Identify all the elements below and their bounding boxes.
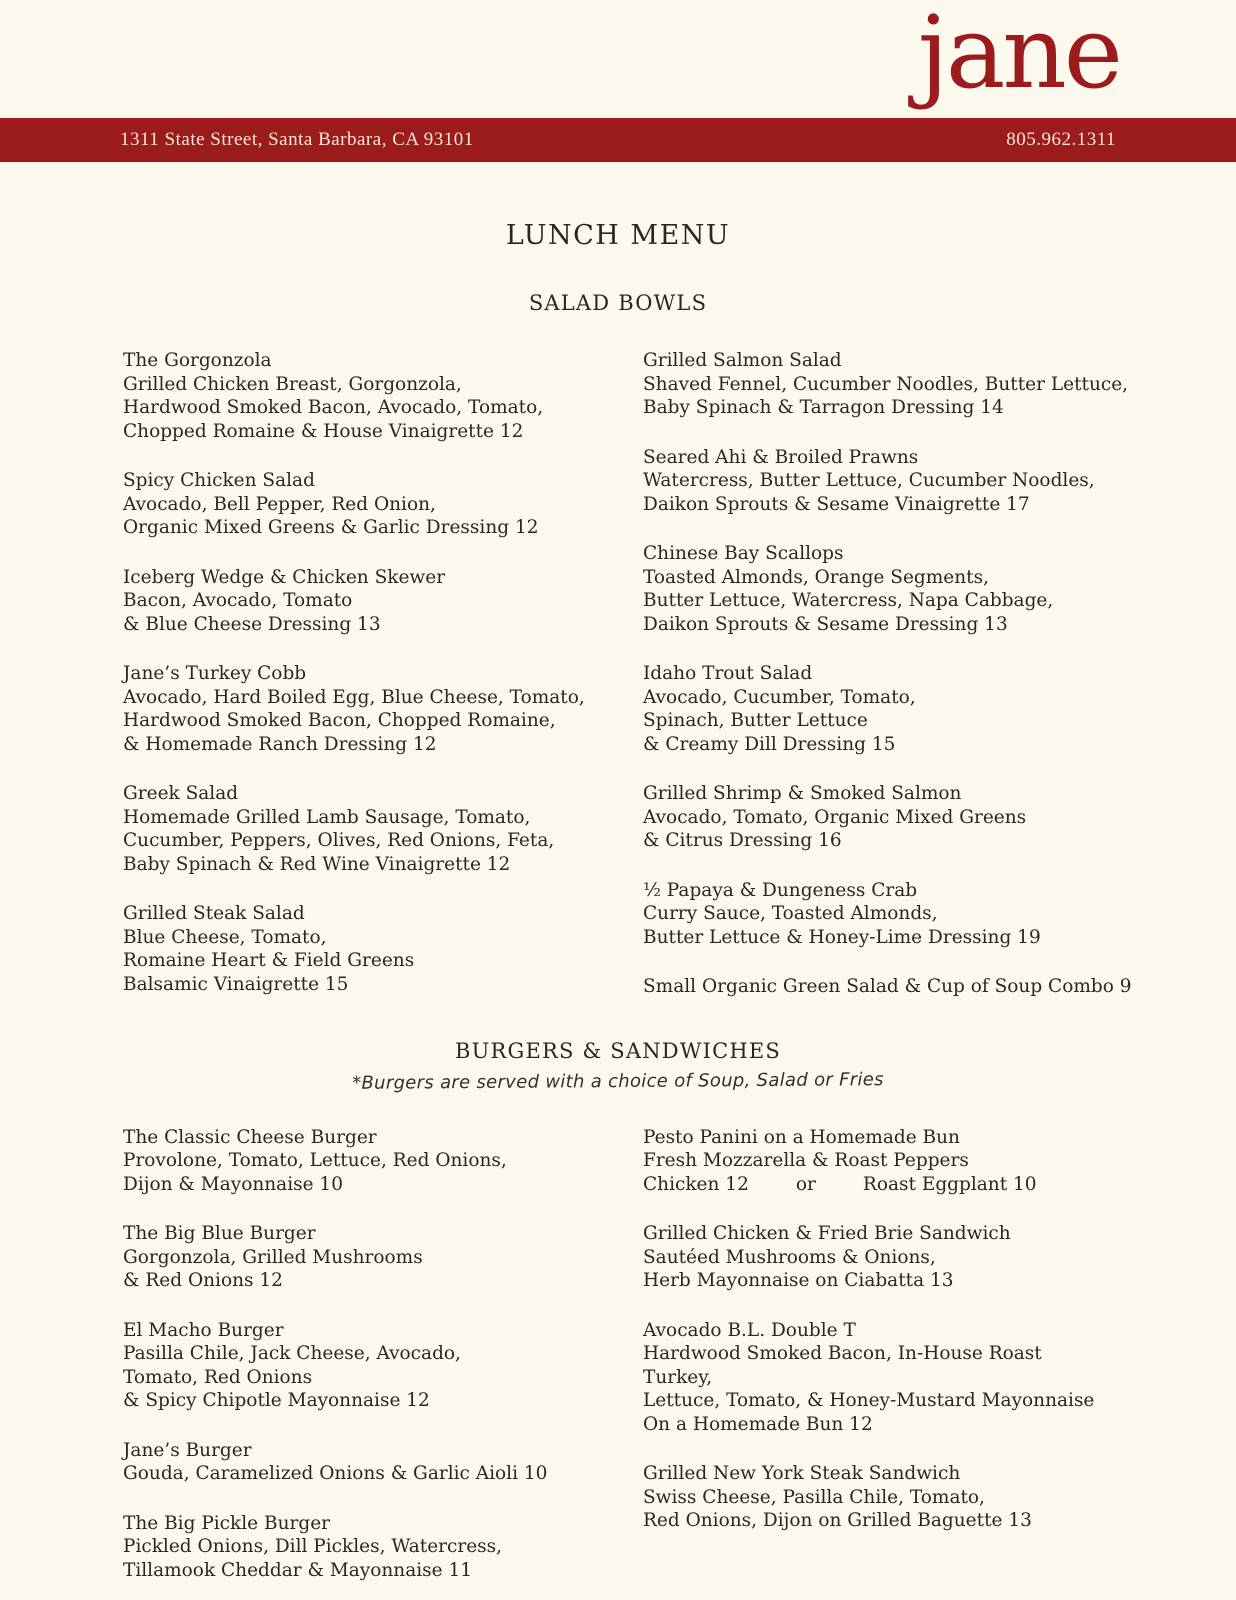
- item-name: Idaho Trout Salad: [643, 663, 813, 684]
- menu-column: [123, 1126, 643, 1583]
- item-description-line: Cucumber, Peppers, Olives, Red Onions, Feta,: [123, 830, 555, 851]
- item-description-line: Turkey,: [643, 1366, 713, 1388]
- item-description-line: Avocado, Tomato, Organic Mixed Greens: [643, 806, 1027, 828]
- item-description-line: Tillamook Cheddar & Mayonnaise 11: [123, 1559, 473, 1581]
- menu-section: [0, 291, 1236, 999]
- menu-item: [123, 566, 643, 637]
- header: [0, 0, 1236, 162]
- item-name: Grilled Shrimp & Smoked Salmon: [643, 783, 962, 804]
- menu-section: [0, 1039, 1236, 1583]
- item-description-line: Daikon Sprouts & Sesame Dressing 13: [643, 613, 1008, 635]
- menu-item: [643, 349, 1166, 420]
- menu-item: [643, 975, 1166, 999]
- item-description-line: Romaine Heart & Field Greens: [123, 950, 415, 971]
- menu-item: [643, 1462, 1166, 1533]
- item-description-line: & Red Onions 12: [123, 1270, 283, 1291]
- item-description-line: Tomato, Red Onions: [123, 1366, 313, 1388]
- section-heading: SALAD BOWLS: [528, 291, 708, 315]
- item-description-line: & Creamy Dill Dressing 15: [643, 733, 896, 755]
- item-description-line: & Citrus Dressing 16: [643, 830, 842, 851]
- item-name: Grilled Chicken & Fried Brie Sandwich: [643, 1223, 1011, 1244]
- item-name: El Macho Burger: [123, 1319, 284, 1341]
- item-description-line: Organic Mixed Greens & Garlic Dressing 12: [123, 517, 539, 538]
- item-name: The Classic Cheese Burger: [123, 1126, 377, 1148]
- item-description-line: Pasilla Chile, Jack Cheese, Avocado,: [123, 1343, 461, 1364]
- item-description-line: Chicken 12 or Roast Eggplant 10: [643, 1173, 1037, 1195]
- menu-item: [643, 1126, 1166, 1197]
- menu-item: [123, 1439, 643, 1486]
- item-description-line: Blue Cheese, Tomato,: [123, 926, 327, 948]
- item-description-line: Toasted Almonds, Orange Segments,: [643, 566, 989, 588]
- menu-item: [123, 662, 643, 756]
- item-name: Pesto Panini on a Homemade Bun: [643, 1126, 960, 1148]
- item-description-line: Swiss Cheese, Pasilla Chile, Tomato,: [643, 1486, 985, 1508]
- item-name: Small Organic Green Salad & Cup of Soup Combo 9: [643, 976, 1132, 997]
- item-description-line: & Homemade Ranch Dressing 12: [123, 733, 437, 755]
- menu-columns: [0, 315, 1236, 999]
- menu-title: LUNCH MENU: [505, 220, 731, 251]
- item-name: Greek Salad: [123, 783, 239, 804]
- menu-item: [643, 782, 1166, 853]
- item-name: Grilled Salmon Salad: [643, 350, 842, 371]
- menu-item: [123, 782, 643, 876]
- phone-number: 805.962.1311: [1006, 129, 1116, 150]
- menu-item: [123, 469, 643, 540]
- menu-item: [123, 902, 643, 996]
- item-description-line: Avocado, Bell Pepper, Red Onion,: [123, 493, 436, 515]
- address-text: 1311 State Street, Santa Barbara, CA 93101: [120, 129, 474, 150]
- item-description-line: Provolone, Tomato, Lettuce, Red Onions,: [123, 1150, 507, 1171]
- item-description-line: Red Onions, Dijon on Grilled Baguette 13: [643, 1510, 1032, 1531]
- item-description-line: Shaved Fennel, Cucumber Noodles, Butter Lettuce,: [643, 373, 1129, 395]
- item-description-line: Avocado, Hard Boiled Egg, Blue Cheese, Tomato,: [123, 686, 585, 708]
- item-description-line: Chopped Romaine & House Vinaigrette 12: [123, 420, 524, 442]
- item-description-line: Watercress, Butter Lettuce, Cucumber Noodles,: [643, 470, 1095, 491]
- menu-item: [643, 879, 1166, 950]
- menu-content: [0, 220, 1236, 1582]
- menu-column: [123, 349, 643, 999]
- item-description-line: Spinach, Butter Lettuce: [643, 710, 868, 731]
- item-description-line: Butter Lettuce & Honey-Lime Dressing 19: [643, 926, 1041, 948]
- menu-item: [123, 1222, 643, 1293]
- item-description-line: Baby Spinach & Tarragon Dressing 14: [643, 397, 1004, 418]
- item-name: Seared Ahi & Broiled Prawns: [643, 446, 919, 468]
- section-note: *Burgers are served with a choice of Soup, Salad or Fries: [352, 1068, 884, 1094]
- brand-logo: jane: [917, 0, 1120, 111]
- item-description-line: Herb Mayonnaise on Ciabatta 13: [643, 1270, 954, 1291]
- menu-column: [643, 349, 1166, 999]
- item-description-line: Homemade Grilled Lamb Sausage, Tomato,: [123, 806, 531, 828]
- menu-item: [123, 1126, 643, 1197]
- item-name: Grilled New York Steak Sandwich: [643, 1463, 961, 1484]
- item-name: Grilled Steak Salad: [123, 903, 305, 924]
- menu-sections: [0, 291, 1236, 1582]
- menu-item: [643, 1319, 1166, 1437]
- item-description-line: Balsamic Vinaigrette 15: [123, 973, 349, 995]
- item-name: The Gorgonzola: [123, 350, 272, 371]
- item-description-line: Dijon & Mayonnaise 10: [123, 1173, 343, 1195]
- item-description-line: On a Homemade Bun 12: [643, 1413, 873, 1435]
- item-description-line: Gouda, Caramelized Onions & Garlic Aioli 10: [123, 1463, 548, 1484]
- item-name: Iceberg Wedge & Chicken Skewer: [123, 566, 446, 588]
- item-name: The Big Blue Burger: [123, 1223, 316, 1244]
- menu-column: [643, 1126, 1166, 1583]
- item-description-line: & Blue Cheese Dressing 13: [123, 613, 381, 635]
- menu-item: [643, 1222, 1166, 1293]
- item-description-line: Fresh Mozzarella & Roast Peppers: [643, 1150, 969, 1171]
- menu-item: [643, 662, 1166, 756]
- menu-item: [123, 349, 643, 443]
- item-description-line: Sautéed Mushrooms & Onions,: [643, 1246, 936, 1268]
- item-name: ½ Papaya & Dungeness Crab: [643, 879, 918, 901]
- item-description-line: & Spicy Chipotle Mayonnaise 12: [123, 1390, 430, 1411]
- section-heading: BURGERS & SANDWICHES: [454, 1038, 782, 1063]
- menu-item: [643, 446, 1166, 517]
- menu-columns: [0, 1092, 1236, 1583]
- item-description-line: Hardwood Smoked Bacon, In-House Roast: [643, 1343, 1042, 1364]
- item-name: Avocado B.L. Double T: [643, 1319, 856, 1341]
- item-name: The Big Pickle Burger: [123, 1512, 330, 1534]
- item-description-line: Hardwood Smoked Bacon, Chopped Romaine,: [123, 710, 556, 731]
- menu-item: [123, 1319, 643, 1413]
- item-description-line: Bacon, Avocado, Tomato: [123, 590, 353, 611]
- item-description-line: Gorgonzola, Grilled Mushrooms: [123, 1246, 423, 1268]
- item-description-line: Lettuce, Tomato, & Honey-Mustard Mayonnaise: [643, 1390, 1095, 1411]
- item-name: Spicy Chicken Salad: [123, 470, 315, 491]
- menu-item: [643, 542, 1166, 636]
- header-top: [0, 0, 1236, 118]
- item-description-line: Grilled Chicken Breast, Gorgonzola,: [123, 373, 462, 395]
- item-name: Chinese Bay Scallops: [643, 543, 844, 564]
- item-description-line: Hardwood Smoked Bacon, Avocado, Tomato,: [123, 397, 544, 418]
- item-name: Jane’s Turkey Cobb: [123, 663, 307, 684]
- item-description-line: Butter Lettuce, Watercress, Napa Cabbage,: [643, 590, 1054, 611]
- item-description-line: Avocado, Cucumber, Tomato,: [643, 686, 916, 708]
- item-name: Jane’s Burger: [123, 1439, 252, 1461]
- item-description-line: Pickled Onions, Dill Pickles, Watercress,: [123, 1536, 503, 1557]
- address-bar: [0, 118, 1236, 162]
- menu-item: [123, 1512, 643, 1583]
- item-description-line: Curry Sauce, Toasted Almonds,: [643, 903, 938, 924]
- item-description-line: Baby Spinach & Red Wine Vinaigrette 12: [123, 853, 511, 875]
- item-description-line: Daikon Sprouts & Sesame Vinaigrette 17: [643, 493, 1030, 515]
